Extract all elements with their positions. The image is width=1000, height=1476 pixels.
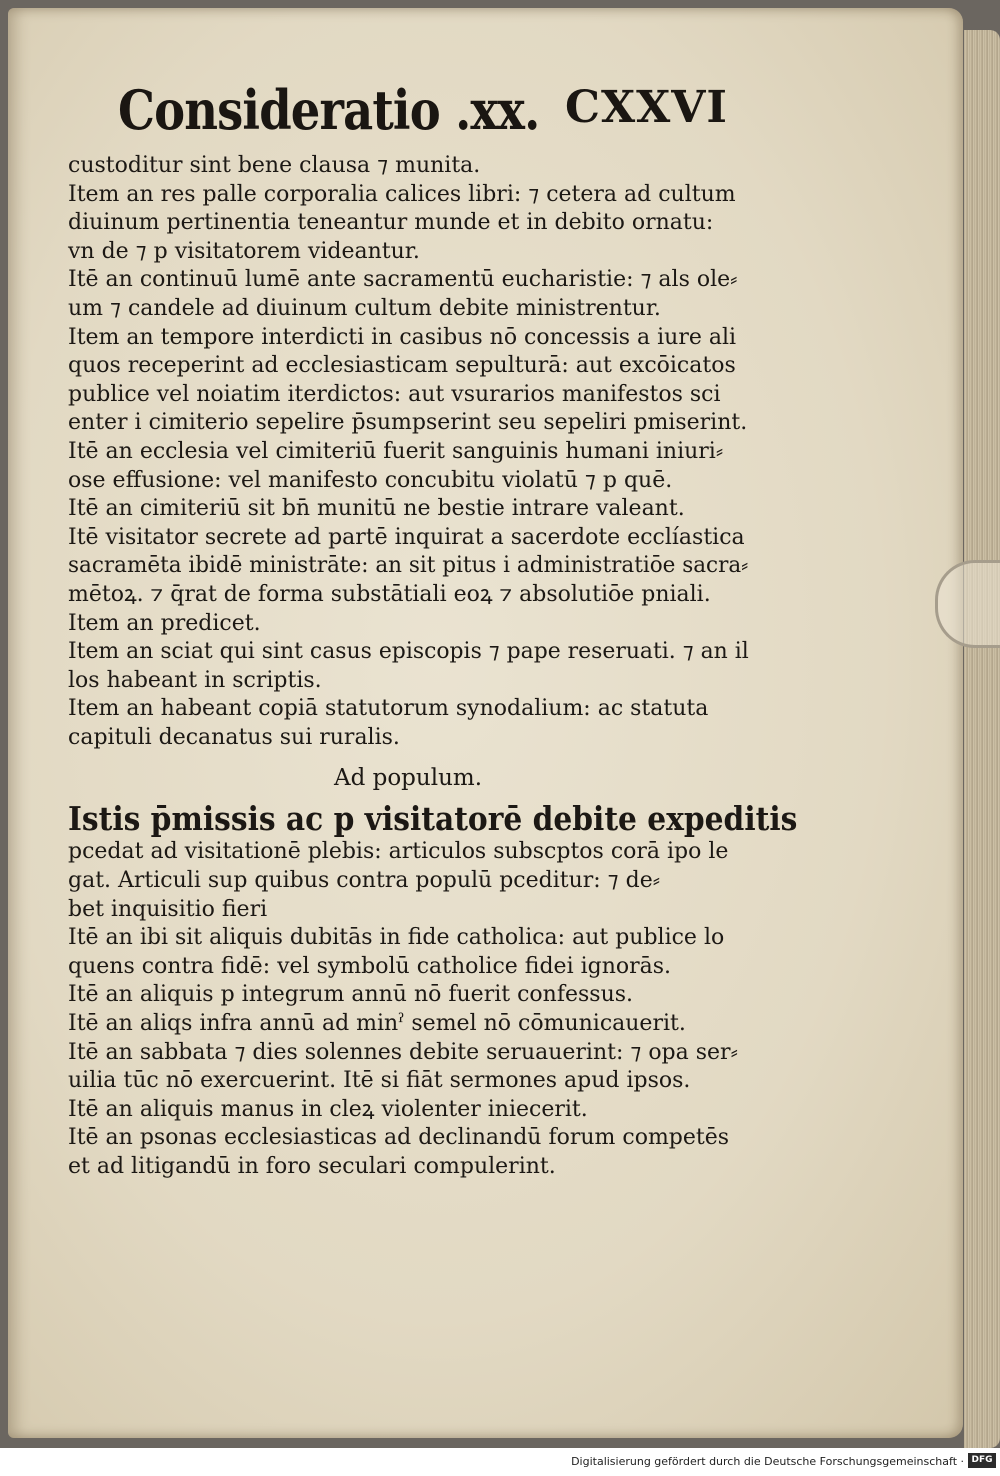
text-line: pcedat ad visitationē plebis: articulos subscptos corā ipo le <box>68 839 729 865</box>
text-line: Item an sciat qui sint casus episcopis ⁊ pape reseruati. ⁊ an il <box>68 639 749 665</box>
text-line: um ⁊ candele ad diuinum cultum debite ministrentur. <box>68 295 661 321</box>
text-line: sacramēta ibidē ministrāte: an sit pitus i administratiōe sacra⸗ <box>68 553 749 579</box>
text-line: Item an res palle corporalia calices libri: ⁊ cetera ad cultum <box>68 181 736 207</box>
text-line: Itē an aliqs infra annū ad minˀ semel nō cōmunicauerit. <box>68 1011 686 1037</box>
text-line: Itē an sabbata ⁊ dies solennes debite seruauerint: ⁊ opa ser⸗ <box>68 1039 738 1065</box>
text-line: gat. Articuli sup quibus contra populū pceditur: ⁊ de⸗ <box>68 868 661 894</box>
text-section-visitation-clergy <box>68 152 748 752</box>
text-line: diuinum pertinentia teneantur munde et in debito ornatu: <box>68 210 714 236</box>
dfg-logo: DFG <box>968 1453 996 1468</box>
section-heading: Ad populum. <box>333 765 483 792</box>
text-line: bet inquisitio fieri <box>68 896 268 922</box>
text-line: custoditur sint bene clausa ⁊ munita. <box>68 153 481 178</box>
text-line: Itē an aliquis manus in cleꝝ violenter iniecerit. <box>68 1096 588 1122</box>
text-line: Item an predicet. <box>68 610 261 636</box>
text-line: et ad litigandū in foro seculari compulerint. <box>68 1154 556 1179</box>
text-line: Item an tempore interdicti in casibus nō concessis a iure ali <box>68 324 737 350</box>
text-line: Itē visitator secrete ad partē inquirat a sacerdote ecclíastica <box>68 524 745 550</box>
text-line: uilia tūc nō exercuerint. Itē si fiāt sermones apud ipsos. <box>68 1068 691 1094</box>
text-line: mētoꝝ. ⁊ q̄rat de forma substātiali eoꝝ ⁊ absolutiōe pniali. <box>68 581 711 607</box>
text-line: Itē an aliquis p integrum annū nō fuerit confessus. <box>68 982 634 1008</box>
running-title: Consideratio .xx. <box>118 78 540 142</box>
text-line: Item an habeant copiā statutorum synodalium: ac statuta <box>68 696 709 722</box>
text-line: capituli decanatus sui ruralis. <box>68 724 400 750</box>
text-line: Itē an psonas ecclesiasticas ad declinandū forum competēs <box>68 1125 730 1151</box>
page-edges <box>964 30 1000 1448</box>
text-line: ose effusione: vel manifesto concubitu violatū ⁊ p quē. <box>68 467 673 493</box>
text-line: quens contra fidē: vel symbolū catholice fidei ignorās. <box>68 953 672 979</box>
text-line: Itē an cimiteriū sit bn̄ munitū ne bestie intrare valeant. <box>68 496 685 522</box>
rubric-line: Istis p̄missis ac p visitatorē debite expeditis <box>68 799 798 839</box>
text-line: enter i cimiterio sepelire p̄sumpserint seu sepeliri pmiserint. <box>68 410 748 436</box>
text-line: los habeant in scriptis. <box>68 667 322 693</box>
funding-credit: Digitalisierung gefördert durch die Deutsche Forschungsgemeinschaft · <box>571 1455 964 1468</box>
text-line: publice vel noiatim iterdictos: aut vsurarios manifestos sci <box>68 381 721 407</box>
text-line: quos receperint ad ecclesiasticam sepulturā: aut excōicatos <box>68 353 736 379</box>
text-line: Itē an ecclesia vel cimiteriū fuerit sanguinis humani iniuri⸗ <box>68 438 724 464</box>
folio-number: CXXVI <box>564 82 728 133</box>
text-line: Itē an ibi sit aliquis dubitās in fide catholica: aut publice lo <box>68 925 725 951</box>
book-clasp <box>935 560 1000 648</box>
body-text <box>68 152 798 1182</box>
text-line: vn de ⁊ p visitatorem videantur. <box>68 238 420 264</box>
text-line: Itē an continuū lumē ante sacramentū eucharistie: ⁊ als ole⸗ <box>68 267 738 293</box>
footer-bar <box>0 1448 1000 1476</box>
text-section-visitation-people <box>68 838 748 1181</box>
running-header <box>118 78 728 148</box>
